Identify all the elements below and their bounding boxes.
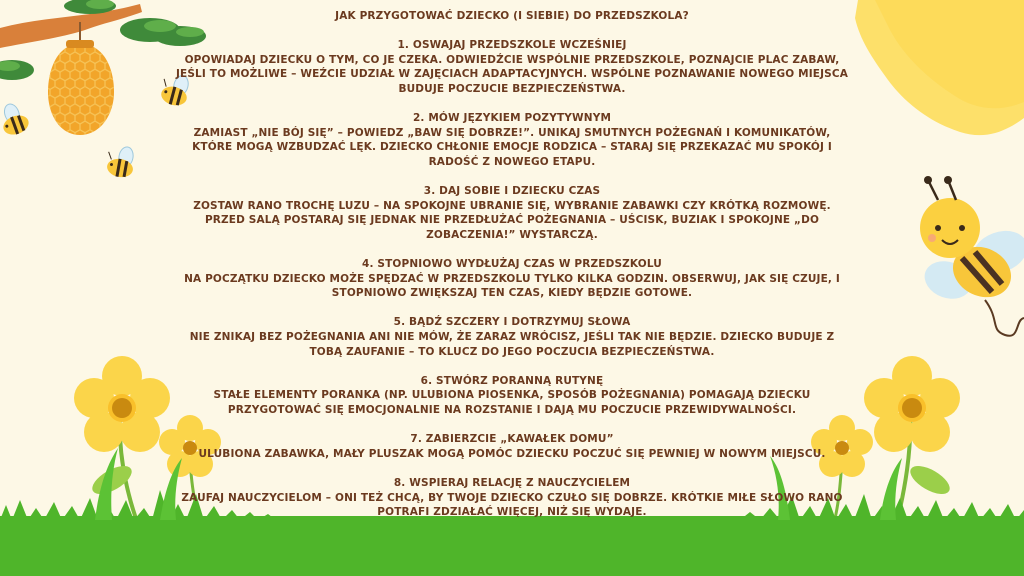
section-heading: 6. STWÓRZ PORANNĄ RUTYNĘ [420, 374, 604, 387]
section-heading: 8. WSPIERAJ RELACJĘ Z NAUCZYCIELEM [393, 477, 631, 489]
section-3 [175, 184, 849, 242]
small-bee-icon [0, 100, 31, 138]
section-body: ZAMIAST „NIE BÓJ SIĘ” – POWIEDZ „BAW SIĘ DOBRZE!”. UNIKAJ SMUTNYCH POŻEGNAŃ I KOMUNIKATÓW, KTÓRE MOGĄ WZBUDZAĆ LĘK. DZIECKO CHŁONIE EMOCJE RODZICA – STARAJ SIĘ PRZEKAZAĆ MU SPOKÓJ I RADOŚĆ Z NOWEGO ETAPU. [192, 126, 832, 168]
section-body: OPOWIADAJ DZIECKU O TYM, CO JE CZEKA. ODWIEDŹCIE WSPÓLNIE PRZEDSZKOLE, POZNAJCIE PLAC ZABAW, JEŚLI TO MOŻLIWE – WEŹCIE UDZIAŁ W ZAJĘCIACH ADAPTACYJNYCH. WSPÓLNE POZNAWANIE NOWEGO MIEJSCA BUDUJE POCZUCIE BEZPIECZEŃSTWA. [175, 53, 849, 95]
section-heading: 7. ZABIERZCIE „KAWAŁEK DOMU” [410, 433, 614, 446]
yellow-flower-icon [864, 356, 960, 530]
big-bee-icon [919, 176, 1024, 336]
section-heading: 4. STOPNIOWO WYDŁUŻAJ CZAS W PRZEDSZKOLU [362, 258, 662, 271]
page-title: JAK PRZYGOTOWAĆ DZIECKO (I SIEBIE) DO PRZEDSZKOLA? [335, 10, 689, 22]
section-heading: 5. BĄDŹ SZCZERY I DOTRZYMUJ SŁOWA [393, 316, 631, 329]
section-body: NIE ZNIKAJ BEZ POŻEGNANIA ANI NIE MÓW, ŻE ZARAZ WRÓCISZ, JEŚLI TAK NIE BĘDZIE. DZIECKO BUDUJE Z TOBĄ ZAUFANIE – TO KLUCZ DO JEGO POCZUCIA BEZPIECZEŃSTWA. [189, 331, 835, 358]
article [175, 9, 849, 520]
section-4 [175, 257, 849, 301]
section-body: STAŁE ELEMENTY PORANKA (NP. ULUBIONA PIOSENKA, SPOSÓB POŻEGNANIA) POMAGAJĄ DZIECKU PRZYGOTOWAĆ SIĘ EMOCJONALNIE NA ROZSTANIE I DAJĄ MU POCZUCIE PRZEWIDYWALNOŚCI. [213, 389, 811, 417]
sun-blob-icon [855, 0, 1024, 135]
section-body: ULUBIONA ZABAWKA, MAŁY PLUSZAK MOGĄ POMÓC DZIECKU POCZUĆ SIĘ PEWNIEJ W NOWYM MIEJSCU. [198, 447, 826, 460]
section-5 [175, 315, 849, 359]
section-2 [175, 111, 849, 169]
section-heading: 1. OSWAJAJ PRZEDSZKOLE WCZEŚNIEJ [397, 39, 627, 52]
beehive-icon [48, 40, 114, 135]
section-8 [175, 476, 849, 520]
section-heading: 2. MÓW JĘZYKIEM POZYTYWNYM [412, 112, 612, 125]
section-body: NA POCZĄTKU DZIECKO MOŻE SPĘDZAĆ W PRZEDSZKOLU TYLKO KILKA GODZIN. OBSERWUJ, JAK SIĘ CZUJE, I STOPNIOWO ZWIĘKSZAJ TEN CZAS, KIEDY BĘDZIE GOTOWE. [184, 272, 840, 300]
section-body: ZAUFAJ NAUCZYCIELOM – ONI TEŻ CHCĄ, BY TWOJE DZIECKO CZUŁO SIĘ DOBRZE. KRÓTKIE MIŁE SŁOWO RANO POTRAFI ZDZIAŁAĆ WIĘCEJ, NIŻ SIĘ WYDAJE. [181, 491, 843, 519]
section-7 [175, 432, 849, 461]
section-6 [175, 374, 849, 418]
section-1 [175, 38, 849, 96]
section-heading: 3. DAJ SOBIE I DZIECKU CZAS [423, 185, 601, 198]
small-bee-icon [105, 144, 137, 179]
section-body: ZOSTAW RANO TROCHĘ LUZU – NA SPOKOJNE UBRANIE SIĘ, WYBRANIE ZABAWKI CZY KRÓTKĄ ROZMOWĘ. PRZED SALĄ POSTARAJ SIĘ JEDNAK NIE PRZEDŁUŻAĆ POŻEGNANIA – UŚCISK, BUZIAK I SPOKOJNE „DO ZOBACZENIA!” WYSTARCZĄ. [193, 199, 831, 241]
